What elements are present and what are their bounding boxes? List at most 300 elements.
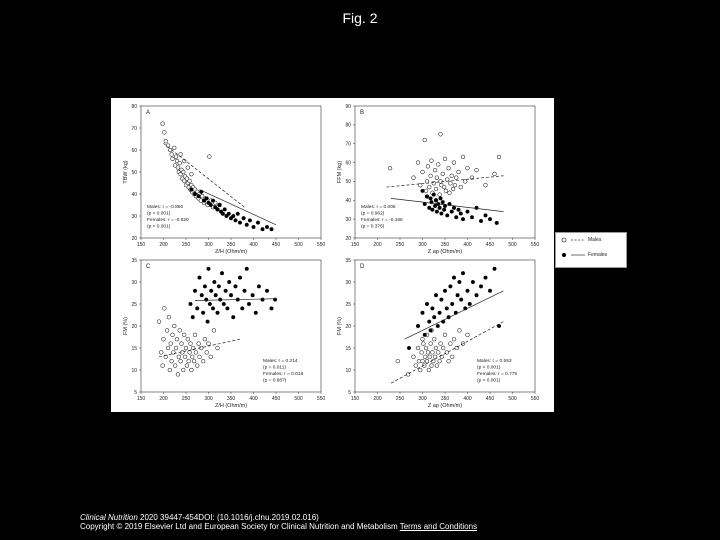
panel-d-male-point — [421, 359, 425, 363]
panel-b-ytick-label: 80 — [345, 122, 351, 129]
panel-c-male-point — [163, 307, 167, 311]
panel-c-ytick-label: 25 — [131, 301, 137, 308]
panel-a-male-point — [172, 146, 176, 150]
panel-b-male-point — [412, 176, 416, 180]
panel-d-male-point — [447, 359, 451, 363]
panel-c-female-point — [257, 285, 261, 289]
panel-d-letter: D — [360, 264, 365, 270]
panel-d-female-point — [484, 276, 488, 280]
panel-b-xtick-label: 300 — [418, 242, 427, 248]
panel-c-letter: C — [146, 264, 151, 270]
panel-d-ylabel: FM (%) — [337, 316, 343, 336]
panel-a-male-point — [174, 155, 178, 159]
panel-b-female-point — [429, 197, 433, 201]
panel-c-xtick-label: 150 — [136, 396, 146, 402]
panel-c-female-point — [211, 307, 215, 311]
panel-a-ytick-label: 80 — [131, 103, 137, 110]
panel-c-male-point — [216, 346, 220, 350]
panel-c-female-point — [265, 289, 269, 293]
panel-c-female-point — [203, 285, 207, 289]
panel-b-annotation: Males: r = 0.006 — [361, 205, 396, 210]
figure-title: Fig. 2 — [342, 10, 378, 26]
legend-female-marker — [560, 252, 568, 258]
panel-b-male-point — [434, 187, 438, 191]
panel-b-female-point — [421, 189, 425, 193]
panel-d-male-point — [436, 351, 440, 355]
panel-c-male-point — [184, 346, 188, 350]
panel-c-female-point — [238, 276, 242, 280]
panel-d-female-point — [493, 267, 497, 271]
panel-c-male-point — [194, 351, 198, 355]
panel-d-xlabel: Z ap (Ohm/m) — [427, 403, 463, 409]
panel-d-male-point — [452, 337, 456, 341]
panel-d-male-point — [396, 359, 400, 363]
panel-c-annotation: Males: r = 0.214 — [263, 359, 298, 364]
panel-d-male-point — [435, 364, 439, 368]
panel-b-xtick-label: 200 — [373, 242, 382, 248]
panel-b-male-point — [453, 183, 457, 187]
panel-d-female-trend-line — [405, 291, 504, 339]
legend-label-females: Females — [588, 252, 608, 258]
panel-d-female-point — [449, 285, 453, 289]
panel-d-female-point — [479, 285, 483, 289]
panel-a-female-point — [197, 194, 201, 198]
panel-b-male-point — [416, 161, 420, 165]
panel-c-male-point — [161, 364, 165, 368]
panel-c-male-point — [181, 368, 185, 372]
panel-c-male-point — [205, 351, 209, 355]
panel-b-male-point — [438, 193, 442, 197]
panel-c-ytick-label: 30 — [131, 279, 137, 286]
panel-b-ylabel: FFM (kg) — [337, 160, 343, 184]
citation-footer — [80, 514, 477, 531]
panel-b-male-point — [459, 185, 463, 189]
panel-c-female-point — [204, 298, 208, 302]
panel-a-female-point — [190, 188, 194, 192]
panel-a-xtick-label: 400 — [249, 242, 258, 248]
panel-b-ytick-label: 50 — [345, 179, 351, 186]
panel-c-ytick-label: 20 — [131, 323, 137, 330]
panel-b-male-point — [448, 191, 452, 195]
panel-d-male-point — [416, 346, 420, 350]
panel-b-female-point — [431, 208, 435, 212]
panel-c-male-point — [212, 329, 216, 333]
panel-d-female-point — [431, 307, 435, 311]
panel-a-female-point — [265, 225, 269, 229]
panel-d-female-point — [475, 293, 479, 297]
panel-b-xtick-label: 400 — [463, 242, 472, 248]
panel-c-female-point — [217, 285, 221, 289]
panel-b-xtick-label: 450 — [485, 242, 495, 248]
panel-d-female-point — [434, 293, 438, 297]
panel-b-male-point — [424, 189, 428, 193]
panel-a-female-point — [234, 219, 238, 223]
panel-c-female-point — [200, 293, 204, 297]
panel-b-male-point — [432, 181, 436, 185]
panel-b-male-point — [433, 168, 437, 172]
legend-item-males — [560, 237, 601, 243]
panel-a-female-point — [217, 203, 221, 207]
panel-d-male-point — [434, 346, 438, 350]
panel-a-female-point — [242, 216, 246, 220]
panel-d-female-point — [456, 293, 460, 297]
panel-a-letter: A — [146, 110, 151, 116]
panel-d-ytick-label: 20 — [345, 323, 351, 330]
panel-a-female-point — [205, 197, 209, 201]
panel-c-male-point — [186, 337, 190, 341]
panel-b-ytick-label: 40 — [345, 198, 351, 205]
panel-d-female-point — [452, 276, 456, 280]
panel-d-female-point — [427, 320, 431, 324]
panel-d-male-point — [428, 355, 432, 359]
panel-d-female-point — [425, 302, 429, 306]
panel-a-male-point — [161, 122, 165, 126]
panel-c-female-point — [240, 307, 244, 311]
panel-d-female-point — [488, 289, 492, 293]
panel-d-female-point — [458, 280, 462, 284]
panel-d-male-point — [466, 333, 470, 337]
panel-b-xtick-label: 250 — [395, 242, 405, 248]
panel-c-female-point — [270, 307, 274, 311]
panel-d-female-point — [416, 324, 420, 328]
panel-d-male-point — [431, 359, 435, 363]
panel-b-female-point — [435, 210, 439, 214]
panel-d-xtick-label: 500 — [508, 396, 517, 402]
panel-a-female-point — [223, 208, 227, 212]
panel-c-male-point — [168, 368, 172, 372]
panel-c-female-point — [191, 315, 195, 319]
panel-b-male-point — [427, 185, 431, 189]
panel-c-female-point — [193, 289, 197, 293]
panel-c-male-point — [159, 351, 163, 355]
panel-b-male-point — [442, 185, 446, 189]
panel-b-female-point — [439, 197, 443, 201]
panel-b-female-point — [438, 206, 442, 210]
panel-c-female-point — [245, 267, 249, 271]
panel-d-annotation: (p < 0.001) — [477, 365, 501, 371]
panel-c-xlabel: Z/H (Ohm/m) — [214, 403, 248, 409]
panel-d-male-point — [422, 342, 426, 346]
panel-c-male-point — [185, 364, 189, 368]
legend-item-females — [560, 252, 607, 258]
panel-c-xtick-label: 450 — [271, 396, 281, 402]
panel-c-male-point — [173, 364, 177, 368]
panel-c-female-point — [222, 302, 226, 306]
panel-b-xtick-label: 500 — [508, 242, 517, 248]
panel-c-xtick-label: 500 — [294, 396, 303, 402]
panel-b-male-point — [436, 163, 440, 167]
panel-d-xtick-label: 300 — [418, 396, 427, 402]
panel-b-female-point — [475, 206, 479, 210]
panel-b-ytick-label: 20 — [345, 235, 351, 242]
panel-d-female-point — [438, 311, 442, 315]
panel-b-female-point — [484, 213, 488, 217]
legend-male-line — [571, 237, 585, 243]
panel-b-ytick-label: 60 — [345, 160, 351, 167]
panel-d-female-point — [445, 307, 449, 311]
panel-c-male-point — [187, 359, 191, 363]
panel-d-male-point — [414, 364, 418, 368]
panel-c-female-point — [198, 276, 202, 280]
panel-d-xtick-label: 200 — [373, 396, 382, 402]
panel-a-female-point — [231, 214, 235, 218]
panel-c-ytick-label: 10 — [131, 367, 137, 374]
panel-b-ytick-label: 30 — [345, 216, 351, 223]
panel-b-male-point — [444, 189, 448, 193]
panel-d-ytick-label: 5 — [348, 389, 351, 396]
panel-d-female-point — [450, 302, 454, 306]
panel-c-male-point — [169, 342, 173, 346]
panel-b-female-trend-line — [391, 198, 504, 211]
panel-b-female-point — [425, 195, 429, 199]
panel-c-female-point — [201, 311, 205, 315]
panel-c-annotation: Females: r = 0.018 — [263, 372, 304, 377]
panel-b-male-point — [426, 164, 430, 168]
panel-a-annotation: Females: r = -0.820 — [147, 218, 189, 223]
panel-b-male-point — [461, 155, 465, 159]
panel-a-xtick-label: 300 — [204, 242, 213, 248]
panel-d-ytick-label: 10 — [345, 367, 351, 374]
panel-a-female-point — [261, 227, 265, 231]
panel-a-xtick-label: 550 — [316, 242, 326, 248]
panel-b-female-point — [461, 217, 465, 221]
panel-b-xtick-label: 550 — [530, 242, 540, 248]
panel-a-ytick-label: 40 — [131, 191, 137, 198]
panel-c-male-point — [188, 351, 192, 355]
panel-d-male-point — [449, 342, 453, 346]
panel-b-female-point — [488, 217, 492, 221]
panel-c-male-point — [162, 337, 166, 341]
panel-c-male-point — [189, 342, 193, 346]
panel-a-male-point — [163, 131, 167, 135]
panel-b-ytick-label: 70 — [345, 141, 351, 148]
panel-b-male-point — [430, 159, 434, 163]
panel-d-male-point — [423, 355, 427, 359]
panel-c-female-point — [227, 280, 231, 284]
panel-a-male-point — [190, 172, 194, 176]
panel-a-ytick-label: 50 — [131, 169, 137, 176]
panel-b-female-point — [479, 219, 483, 223]
panel-a-female-point — [245, 223, 249, 227]
panel-d-male-point — [427, 368, 431, 372]
panel-c-xtick-label: 550 — [316, 396, 326, 402]
citation-text: 2020 39447-454DOI: (10.1016/j.clnu.2019.02.016) — [137, 513, 319, 522]
panel-d-female-point — [423, 333, 427, 337]
panel-b-male-point — [484, 183, 488, 187]
panel-d-annotation: Males: r = 0.553 — [477, 359, 512, 364]
scatter-plots — [111, 98, 554, 412]
panel-c-xtick-label: 200 — [159, 396, 168, 402]
panel-c-male-point — [179, 359, 183, 363]
panel-a-female-point — [216, 208, 220, 212]
panel-b-xtick-label: 150 — [350, 242, 360, 248]
panel-c-male-point — [176, 373, 180, 377]
panel-c-female-point — [206, 320, 210, 324]
panel-a-ytick-label: 30 — [131, 213, 137, 220]
panel-c-female-point — [226, 307, 230, 311]
panel-a-male-point — [171, 157, 175, 161]
panel-d-female-point — [407, 346, 411, 350]
panel-d-ytick-label: 30 — [345, 279, 351, 286]
panel-b-female-point — [441, 200, 445, 204]
panel-a-ylabel: TBW (kg) — [123, 160, 129, 184]
panel-b-male-point — [435, 176, 439, 180]
panel-a-xtick-label: 500 — [294, 242, 303, 248]
panel-b-male-point — [457, 170, 461, 174]
panel-b-male-point — [463, 180, 467, 184]
panel-d-annotation: Females: r = 0.775 — [477, 372, 518, 377]
panel-b-annotation: (p = 0.962) — [361, 211, 385, 217]
panel-d-male-point — [412, 355, 416, 359]
panel-a-male-point — [176, 166, 180, 170]
panel-a-xtick-label: 150 — [136, 242, 146, 248]
panel-d-female-point — [466, 289, 470, 293]
legend-female-line — [571, 252, 585, 258]
panel-a-annotation: (p < 0.001) — [147, 224, 171, 230]
panel-d-xtick-label: 450 — [485, 396, 495, 402]
panel-c-male-point — [192, 359, 196, 363]
panel-c-female-point — [224, 289, 228, 293]
panel-c-female-point — [195, 307, 199, 311]
panel-d-male-point — [438, 359, 442, 363]
panel-d-female-point — [459, 298, 463, 302]
panel-d-male-point — [458, 329, 462, 333]
panel-b-male-point — [429, 174, 433, 178]
panel-a-female-point — [209, 203, 213, 207]
panel-c-xtick-label: 400 — [249, 396, 258, 402]
panel-b-male-point — [466, 166, 470, 170]
panel-a-female-point — [252, 225, 256, 229]
panel-b-female-point — [452, 206, 456, 210]
legend-label-males: Males — [588, 237, 602, 243]
panel-d-male-point — [443, 333, 447, 337]
panel-c-male-point — [166, 346, 170, 350]
panel-c-xtick-label: 300 — [204, 396, 213, 402]
panel-c-male-point — [203, 337, 207, 341]
panel-a-female-point — [227, 212, 231, 216]
panel-a-female-point — [256, 221, 260, 225]
panel-d-xtick-label: 250 — [395, 396, 405, 402]
panel-a-ytick-label: 60 — [131, 147, 137, 154]
panel-c-male-point — [197, 342, 201, 346]
panel-d-male-point — [429, 342, 433, 346]
panel-b-annotation: Females: r = -0.166 — [361, 218, 403, 223]
panel-b-male-point — [451, 187, 455, 191]
panel-c-female-point — [243, 289, 247, 293]
panel-c-male-point — [193, 333, 197, 337]
panel-b-male-point — [452, 161, 456, 165]
panel-c-male-point — [172, 324, 176, 328]
legend — [555, 232, 627, 268]
panel-d-female-point — [471, 280, 475, 284]
panel-c-ytick-label: 15 — [131, 345, 137, 352]
panel-a-male-point — [181, 170, 185, 174]
panel-b-female-point — [454, 215, 458, 219]
panel-d-male-point — [441, 346, 445, 350]
panel-d-male-point — [421, 337, 425, 341]
panel-d-female-point — [443, 289, 447, 293]
panel-b-male-point — [449, 181, 453, 185]
panel-c-annotation: (p = 0.011) — [263, 365, 286, 371]
panel-c-female-point — [254, 311, 258, 315]
panel-c-male-point — [171, 333, 175, 337]
panel-b-female-point — [470, 215, 474, 219]
panel-c-female-point — [231, 315, 235, 319]
panel-b-male-point — [454, 176, 458, 180]
panel-c-ylabel: FM (%) — [123, 316, 129, 336]
panel-b-female-point — [495, 221, 499, 225]
panel-d-male-point — [417, 359, 421, 363]
panel-a-annotation: Males: r = -0.860 — [147, 205, 184, 210]
panel-a-male-point — [208, 155, 212, 159]
panel-c-female-point — [251, 293, 255, 297]
panel-a-female-point — [211, 199, 215, 203]
panel-d-female-point — [432, 315, 436, 319]
panel-d-female-point — [429, 329, 433, 333]
panel-a-male-point — [164, 139, 168, 143]
panel-c-male-point — [195, 364, 199, 368]
legend-male-marker — [560, 237, 568, 243]
panel-d-male-point — [450, 355, 454, 359]
panel-b-letter: B — [360, 110, 365, 116]
panel-b-male-point — [441, 172, 445, 176]
panel-b-male-point — [423, 138, 427, 142]
panel-c-male-point — [165, 329, 169, 333]
panel-c-female-point — [273, 298, 277, 302]
panel-b-male-point — [493, 172, 497, 176]
panel-c-male-point — [183, 355, 187, 359]
panel-d-xtick-label: 150 — [350, 396, 360, 402]
panel-c-male-point — [198, 355, 202, 359]
copyright-line — [80, 523, 477, 532]
panel-c-male-point — [201, 359, 205, 363]
panel-c-male-point — [178, 329, 182, 333]
panel-a-xtick-label: 350 — [226, 242, 236, 248]
panel-c-female-point — [207, 267, 211, 271]
panel-d-male-point — [432, 337, 436, 341]
panel-d-annotation: (p < 0.001) — [477, 378, 501, 384]
panel-c-male-point — [177, 355, 181, 359]
panel-c-female-point — [229, 293, 233, 297]
panel-b-female-point — [450, 210, 454, 214]
panel-a-xtick-label: 250 — [181, 242, 191, 248]
panel-c-female-point — [189, 302, 193, 306]
panel-b-ytick-label: 90 — [345, 103, 351, 110]
panel-d-male-point — [426, 351, 430, 355]
panel-b-female-point — [434, 198, 438, 202]
panel-c-male-point — [180, 342, 184, 346]
panel-d-male-point — [431, 351, 435, 355]
panel-a-female-point — [236, 212, 240, 216]
panel-d-male-point — [439, 342, 443, 346]
terms-link[interactable]: Terms and Conditions — [399, 521, 478, 531]
panel-c-male-point — [170, 359, 174, 363]
panel-b-female-point — [445, 213, 449, 217]
panel-d-ytick-label: 15 — [345, 345, 351, 352]
panel-a-male-point — [178, 161, 182, 165]
panel-c-female-point — [214, 293, 218, 297]
panel-d-xtick-label: 550 — [530, 396, 540, 402]
panel-c-male-point — [157, 320, 161, 324]
panel-b-male-point — [388, 166, 392, 170]
panel-c-male-point — [175, 337, 179, 341]
panel-d-xtick-label: 400 — [463, 396, 472, 402]
panel-d-female-point — [436, 324, 440, 328]
panel-c-female-point — [208, 302, 212, 306]
panel-a-male-point — [188, 179, 192, 183]
panel-d-male-point — [418, 368, 422, 372]
panel-b-xtick-label: 350 — [440, 242, 450, 248]
